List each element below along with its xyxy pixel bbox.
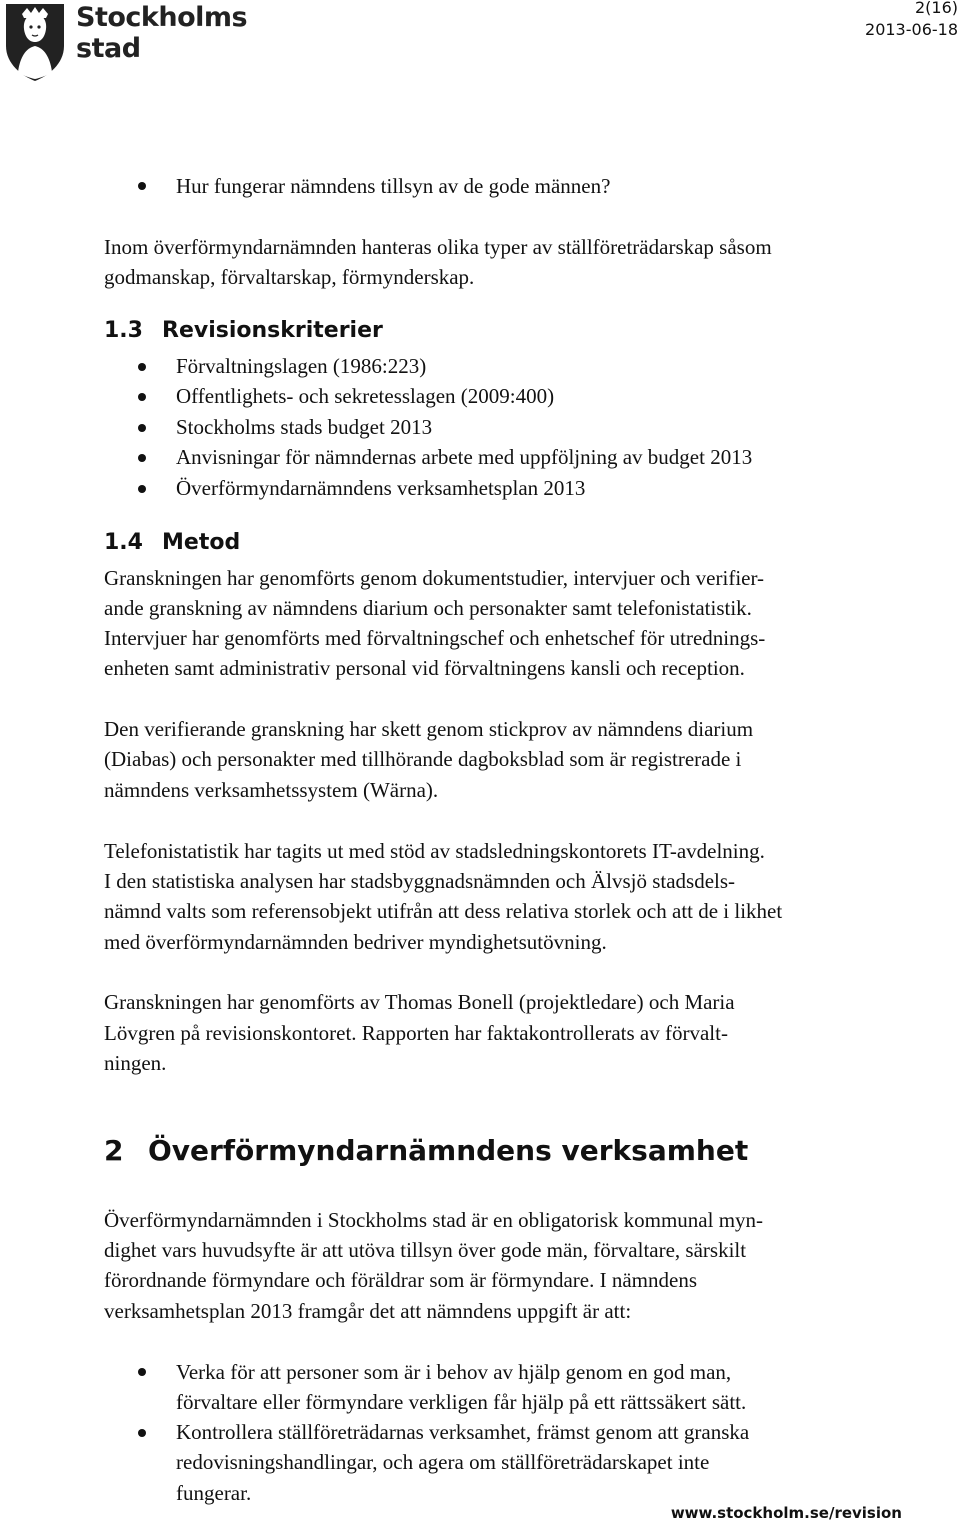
paragraph-line: verksamhetsplan 2013 framgår det att nämndens uppgift är att: — [104, 1299, 632, 1323]
paragraph-line: enheten samt administrativ personal vid förvaltningens kansli och reception. — [104, 656, 745, 680]
paragraph-line: Överförmyndarnämnden i Stockholms stad är en obligatorisk kommunal myn- — [104, 1208, 764, 1232]
bullet-dot — [138, 1368, 146, 1376]
paragraph-line: nämndens verksamhetssystem (Wärna). — [104, 778, 439, 802]
paragraph-line: (Diabas) och personakter med tillhörande dagboksblad som är registrerade i — [104, 747, 742, 771]
list-item-line: Verka för att personer som är i behov av hjälp genom en god man, — [176, 1360, 732, 1384]
list-item-line: förvaltare eller förmyndare verkligen får hjälp på ett rättssäkert sätt. — [176, 1390, 747, 1414]
section-title: Överförmyndarnämndens verksamhet — [148, 1134, 749, 1167]
paragraph-line: Granskningen har genomförts genom dokumentstudier, intervjuer och verifier- — [104, 566, 765, 590]
page-number: 2(16) — [914, 0, 958, 17]
section-number: 1.3 — [104, 318, 143, 343]
bullet-dot — [138, 1429, 146, 1437]
bullet-text: Hur fungerar nämndens tillsyn av de gode männen? — [176, 174, 611, 198]
section-heading-1-4 — [104, 528, 240, 558]
list-item-line: redovisningshandlingar, och agera om ställföreträdarskapet inte — [176, 1450, 710, 1474]
list-item-line: fungerar. — [176, 1481, 252, 1505]
bullet-dot — [138, 393, 146, 401]
paragraph-line: Inom överförmyndarnämnden hanteras olika typer av ställföreträdarskap såsom — [104, 235, 772, 259]
paragraph-line: ningen. — [104, 1051, 167, 1075]
list-item: Offentlighets- och sekretesslagen (2009:400) — [176, 384, 555, 408]
section-heading-2 — [104, 1132, 748, 1170]
paragraph-line: förordnande förmyndare och föräldrar som är förmyndare. I nämndens — [104, 1268, 698, 1292]
section-number: 2 — [104, 1134, 124, 1167]
paragraph-line: Telefonistatistik har tagits ut med stöd av stadsledningskontorets IT-avdelning. — [104, 839, 765, 863]
paragraph-line: Den verifierande granskning har skett genom stickprov av nämndens diarium — [104, 717, 754, 741]
bullet-dot — [138, 485, 146, 493]
crest-icon — [2, 2, 68, 82]
paragraph-line: Granskningen har genomförts av Thomas Bonell (projektledare) och Maria — [104, 990, 735, 1014]
paragraph-line: Lövgren på revisionskontoret. Rapporten har faktakontrollerats av förvalt- — [104, 1021, 728, 1045]
bullet-dot — [138, 363, 146, 371]
list-item: Förvaltningslagen (1986:223) — [176, 354, 427, 378]
section-heading-1-3 — [104, 316, 383, 346]
paragraph-line: med överförmyndarnämnden bedriver myndighetsutövning. — [104, 930, 607, 954]
bullet-dot — [138, 424, 146, 432]
list-item: Överförmyndarnämndens verksamhetsplan 2013 — [176, 476, 586, 500]
logo-text-line2: stad — [76, 33, 141, 64]
document-date: 2013-06-18 — [865, 20, 958, 39]
logo-text-line1: Stockholms — [76, 2, 248, 33]
list-item-line: Kontrollera ställföreträdarnas verksamhet, främst genom att granska — [176, 1420, 750, 1444]
bullet-dot — [138, 182, 146, 190]
section-title: Revisionskriterier — [162, 318, 383, 343]
paragraph-line: godmanskap, förvaltarskap, förmynderskap. — [104, 265, 475, 289]
stockholms-stad-logo — [0, 0, 248, 82]
list-item: Anvisningar för nämndernas arbete med uppföljning av budget 2013 — [176, 445, 753, 469]
bullet-dot — [138, 454, 146, 462]
paragraph-line: I den statistiska analysen har stadsbyggnadsnämnden och Älvsjö stadsdels- — [104, 869, 736, 893]
section-number: 1.4 — [104, 530, 143, 555]
section-title: Metod — [162, 530, 241, 555]
paragraph-line: Intervjuer har genomförts med förvaltningschef och enhetschef för utrednings- — [104, 626, 766, 650]
paragraph-line: dighet vars huvudsyfte är att utöva tillsyn över gode män, förvaltare, särskilt — [104, 1238, 747, 1262]
list-item: Stockholms stads budget 2013 — [176, 415, 433, 439]
paragraph-line: nämnd valts som referensobjekt utifrån att dess relativa storlek och att de i likhet — [104, 899, 783, 923]
footer-url: www.stockholm.se/revision — [670, 1504, 902, 1522]
paragraph-line: ande granskning av nämndens diarium och personakter samt telefonistatistik. — [104, 596, 752, 620]
